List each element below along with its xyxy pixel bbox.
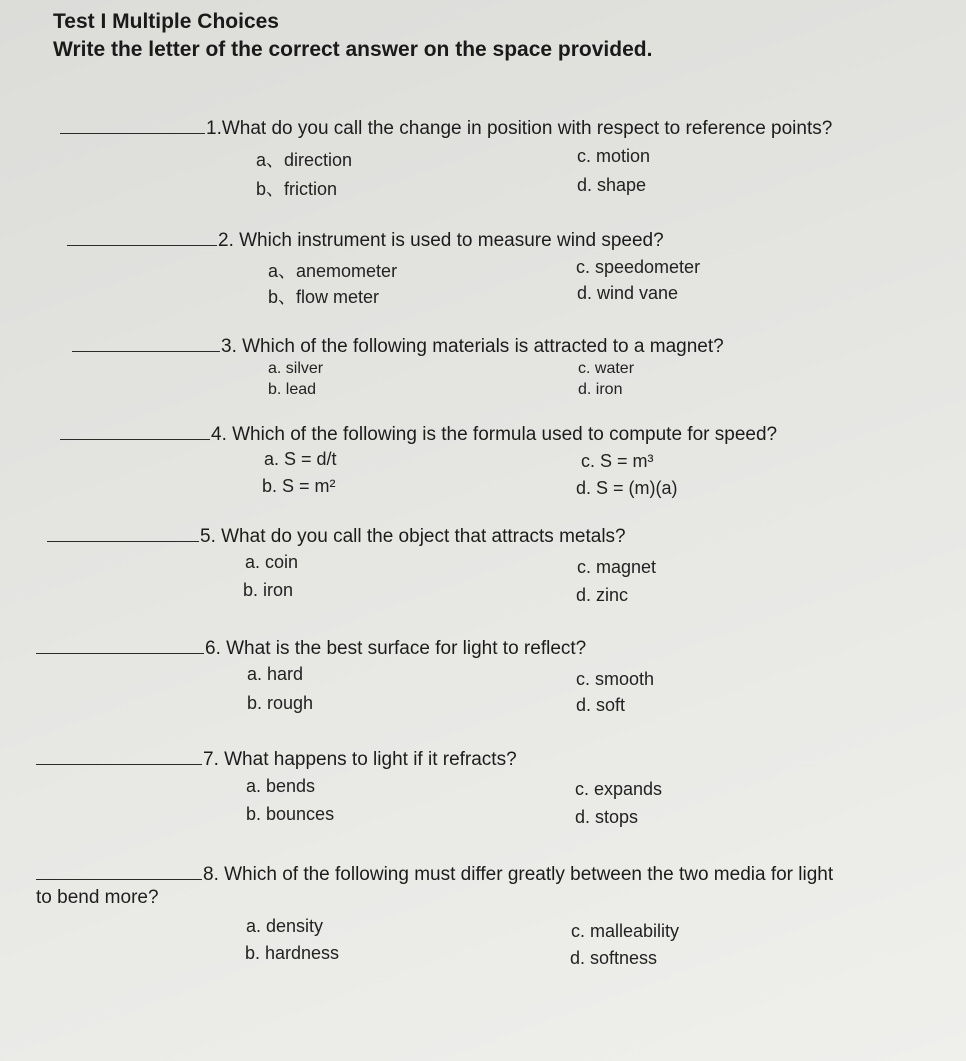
question-3-text: 3. Which of the following materials is attracted to a magnet? — [221, 336, 724, 357]
q4-choice-a: a. S = d/t — [264, 449, 337, 469]
q1-choice-a: a、direction — [256, 150, 353, 170]
q7-choice-a: a. bends — [246, 776, 316, 796]
question-7-text: 7. What happens to light if it refracts? — [203, 749, 517, 770]
question-5-text: 5. What do you call the object that attracts metals? — [200, 526, 626, 547]
q1-choice-b: b、friction — [256, 179, 338, 199]
q5-choice-a: a. coin — [245, 552, 299, 572]
question-1-text: 1.What do you call the change in position with respect to reference points? — [206, 118, 833, 139]
question-2-text: 2. Which instrument is used to measure wind speed? — [218, 230, 664, 251]
question-4 — [60, 424, 777, 446]
answer-blank-7[interactable] — [36, 750, 202, 765]
question-2 — [67, 230, 664, 252]
answer-blank-5[interactable] — [47, 527, 199, 542]
q8-choice-d: d. softness — [570, 948, 658, 968]
q8-choice-b: b. hardness — [245, 943, 340, 963]
q3-choice-a: a. silver — [268, 360, 324, 377]
q6-choice-a: a. hard — [247, 664, 304, 684]
test-instructions: Write the letter of the correct answer on the space provided. — [53, 38, 653, 61]
q7-choice-d: d. stops — [575, 807, 639, 827]
question-1 — [60, 118, 832, 140]
answer-blank-4[interactable] — [60, 425, 210, 440]
answer-blank-3[interactable] — [72, 337, 220, 352]
q5-choice-b: b. iron — [243, 580, 294, 600]
q6-choice-d: d. soft — [576, 695, 626, 715]
q1-choice-c: c. motion — [577, 146, 651, 166]
question-8 — [36, 864, 833, 886]
question-6-text: 6. What is the best surface for light to reflect? — [205, 638, 587, 659]
q6-choice-c: c. smooth — [576, 669, 655, 689]
q3-choice-b: b. lead — [268, 381, 317, 398]
question-5 — [47, 526, 626, 548]
q2-choice-a: a、anemometer — [268, 261, 398, 281]
question-7 — [36, 749, 517, 771]
q7-choice-b: b. bounces — [246, 804, 335, 824]
q5-choice-c: c. magnet — [577, 557, 657, 577]
question-4-text: 4. Which of the following is the formula used to compute for speed? — [211, 424, 778, 445]
q2-choice-c: c. speedometer — [576, 257, 701, 277]
q7-choice-c: c. expands — [575, 779, 663, 799]
answer-blank-8[interactable] — [36, 865, 202, 880]
q3-choice-d: d. iron — [578, 381, 623, 398]
q2-choice-b: b、flow meter — [268, 287, 380, 307]
question-6 — [36, 638, 586, 660]
question-3 — [72, 336, 724, 358]
q6-choice-b: b. rough — [247, 693, 314, 713]
q1-choice-d: d. shape — [577, 175, 647, 195]
question-8-continuation: to bend more? — [36, 887, 159, 908]
answer-blank-1[interactable] — [60, 119, 205, 134]
test-title: Test I Multiple Choices — [53, 10, 279, 33]
q5-choice-d: d. zinc — [576, 585, 629, 605]
question-8-text: 8. Which of the following must differ greatly between the two media for light — [203, 864, 834, 885]
q8-choice-a: a. density — [246, 916, 324, 936]
q4-choice-d: d. S = (m)(a) — [576, 478, 678, 498]
answer-blank-6[interactable] — [36, 639, 204, 654]
q8-choice-c: c. malleability — [571, 921, 680, 941]
answer-blank-2[interactable] — [67, 231, 217, 246]
q3-choice-c: c. water — [578, 360, 635, 377]
q2-choice-d: d. wind vane — [577, 283, 679, 303]
q4-choice-c: c. S = m³ — [581, 451, 654, 471]
q4-choice-b: b. S = m² — [262, 476, 336, 496]
